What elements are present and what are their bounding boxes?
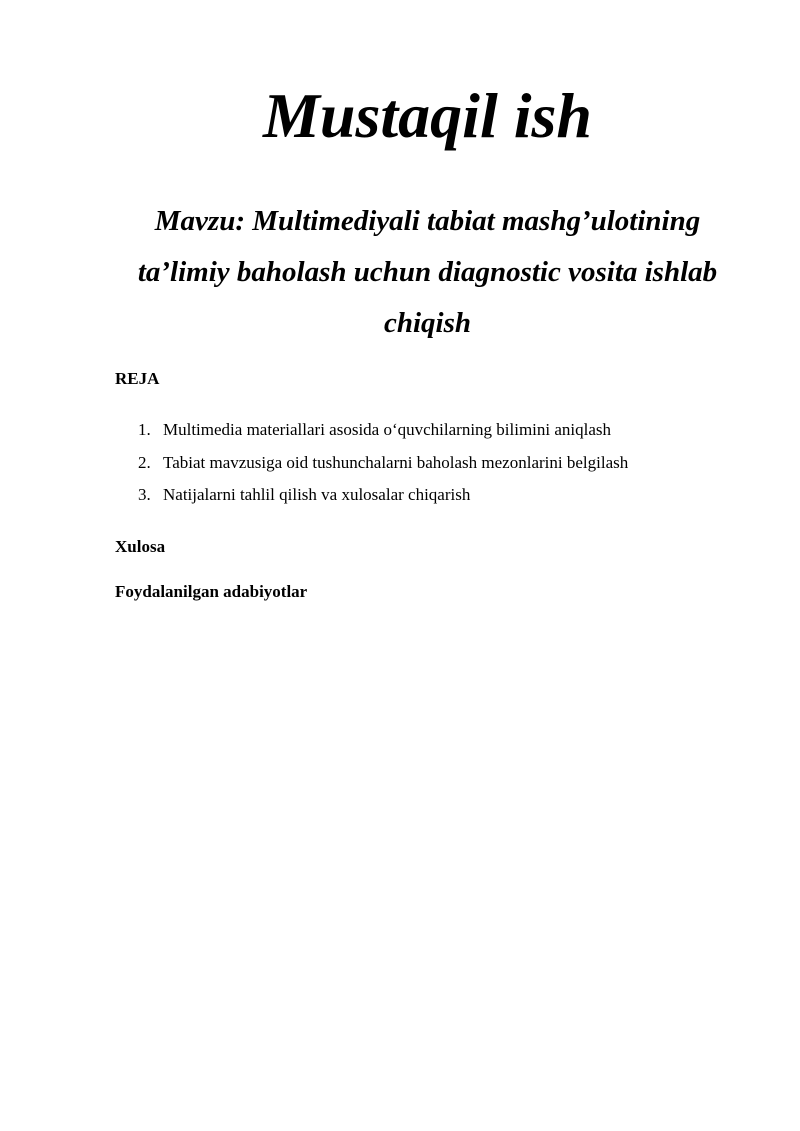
subtitle-line: chiqish bbox=[383, 307, 472, 339]
plan-heading: REJA bbox=[115, 369, 160, 388]
plan-list bbox=[115, 420, 628, 518]
document-subtitle bbox=[115, 196, 740, 349]
subtitle-line: Mavzu: Multimediyali tabiat mashg’ulotining bbox=[154, 205, 701, 237]
conclusion-heading: Xulosa bbox=[115, 537, 166, 556]
plan-item bbox=[115, 420, 628, 440]
plan-item bbox=[115, 453, 628, 473]
plan-item-text: Multimedia materiallari asosida o‘quvchilarning bilimini aniqlash bbox=[163, 420, 612, 439]
plan-item-text: Natijalarni tahlil qilish va xulosalar chiqarish bbox=[163, 485, 471, 504]
plan-item-number: 2. bbox=[138, 452, 151, 472]
plan-item-number: 3. bbox=[138, 485, 151, 504]
plan-item-number: 1. bbox=[138, 420, 151, 439]
plan-item bbox=[115, 485, 628, 505]
document-title: Mustaqil ish bbox=[262, 80, 593, 151]
subtitle-line: ta’limiy baholash uchun diagnostic vosita ishlab bbox=[137, 256, 718, 288]
references-heading: Foydalanilgan adabiyotlar bbox=[115, 582, 308, 601]
plan-item-text: Tabiat mavzusiga oid tushunchalarni baholash mezonlarini belgilash bbox=[163, 452, 629, 472]
